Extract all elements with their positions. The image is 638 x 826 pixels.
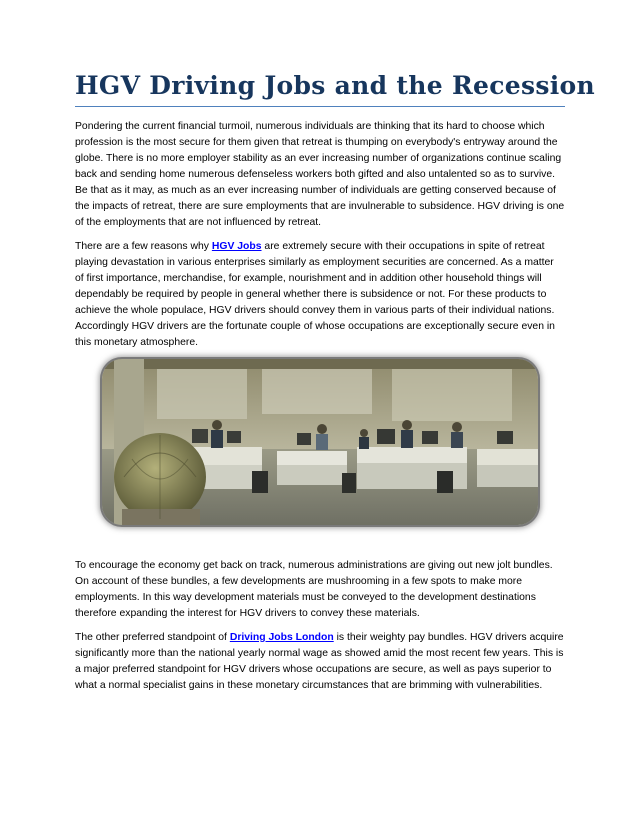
paragraph-2 xyxy=(75,239,565,351)
office-photo xyxy=(102,359,538,525)
hgv-jobs-link[interactable]: HGV Jobs xyxy=(211,241,262,252)
paragraph-4-text-after: is their weighty pay bundles. HGV drivers acquire significantly more than the national yearly normal wage as showed amid the most recent few years. This is a major preferred standpoint for HGV drivers whose occupations are secure, as well as pays superior to what a normal specialist gains in these monetary circumstances that are brimming with vulnerabilities. xyxy=(75,632,564,691)
document-page xyxy=(75,70,595,702)
paragraph-2-text-after: are extremely secure with their occupations in spite of retreat playing devastation in various enterprises similarly as employment securities are concerned. As a matter of first importance, merchandise, for example, nourishment and in addition other household things will dependably be required by people in general whether there is subsidence or not. For these products to achieve the whole populace, HGV drivers should convey them in various parts of their individual nations. Accordingly HGV drivers are the fortunate couple of whose occupations are exceptionally secure even in this monetary atmosphere. xyxy=(75,241,555,348)
paragraph-4-text-before: The other preferred standpoint of xyxy=(75,632,230,643)
photo-gap xyxy=(75,525,565,558)
paragraph-3: To encourage the economy get back on track, numerous administrations are giving out new jolt bundles. On account of these bundles, a few developments are mushrooming in a few spots to make more employments. In this way development materials must be conveyed to the development destinations therefore expanding the interest for HGV drivers to convey these materials. xyxy=(75,560,553,619)
driving-jobs-london-link[interactable]: Driving Jobs London xyxy=(229,632,334,643)
document-title: HGV Driving Jobs and the Recession xyxy=(75,71,595,100)
paragraph-4 xyxy=(75,630,565,694)
paragraph-1: Pondering the current financial turmoil, numerous individuals are thinking that its hard to choose which profession is the most secure for them given that retreat is thumping on everybody's entryway around the globe. There is no more employer stability as an ever increasing number of organizations continue scaling back and sending home numerous defenseless workers both gifted and also untalented so as to survive. Be that as it may, as much as an ever increasing number of individuals are getting conserved because of the impacts of retreat, there are sure employments that are invulnerable to subsidence. HGV driving is one of the employments that are not influenced by retreat. xyxy=(75,121,565,228)
paragraph-2-text-before: There are a few reasons why xyxy=(75,241,212,252)
title-underline xyxy=(75,106,565,107)
